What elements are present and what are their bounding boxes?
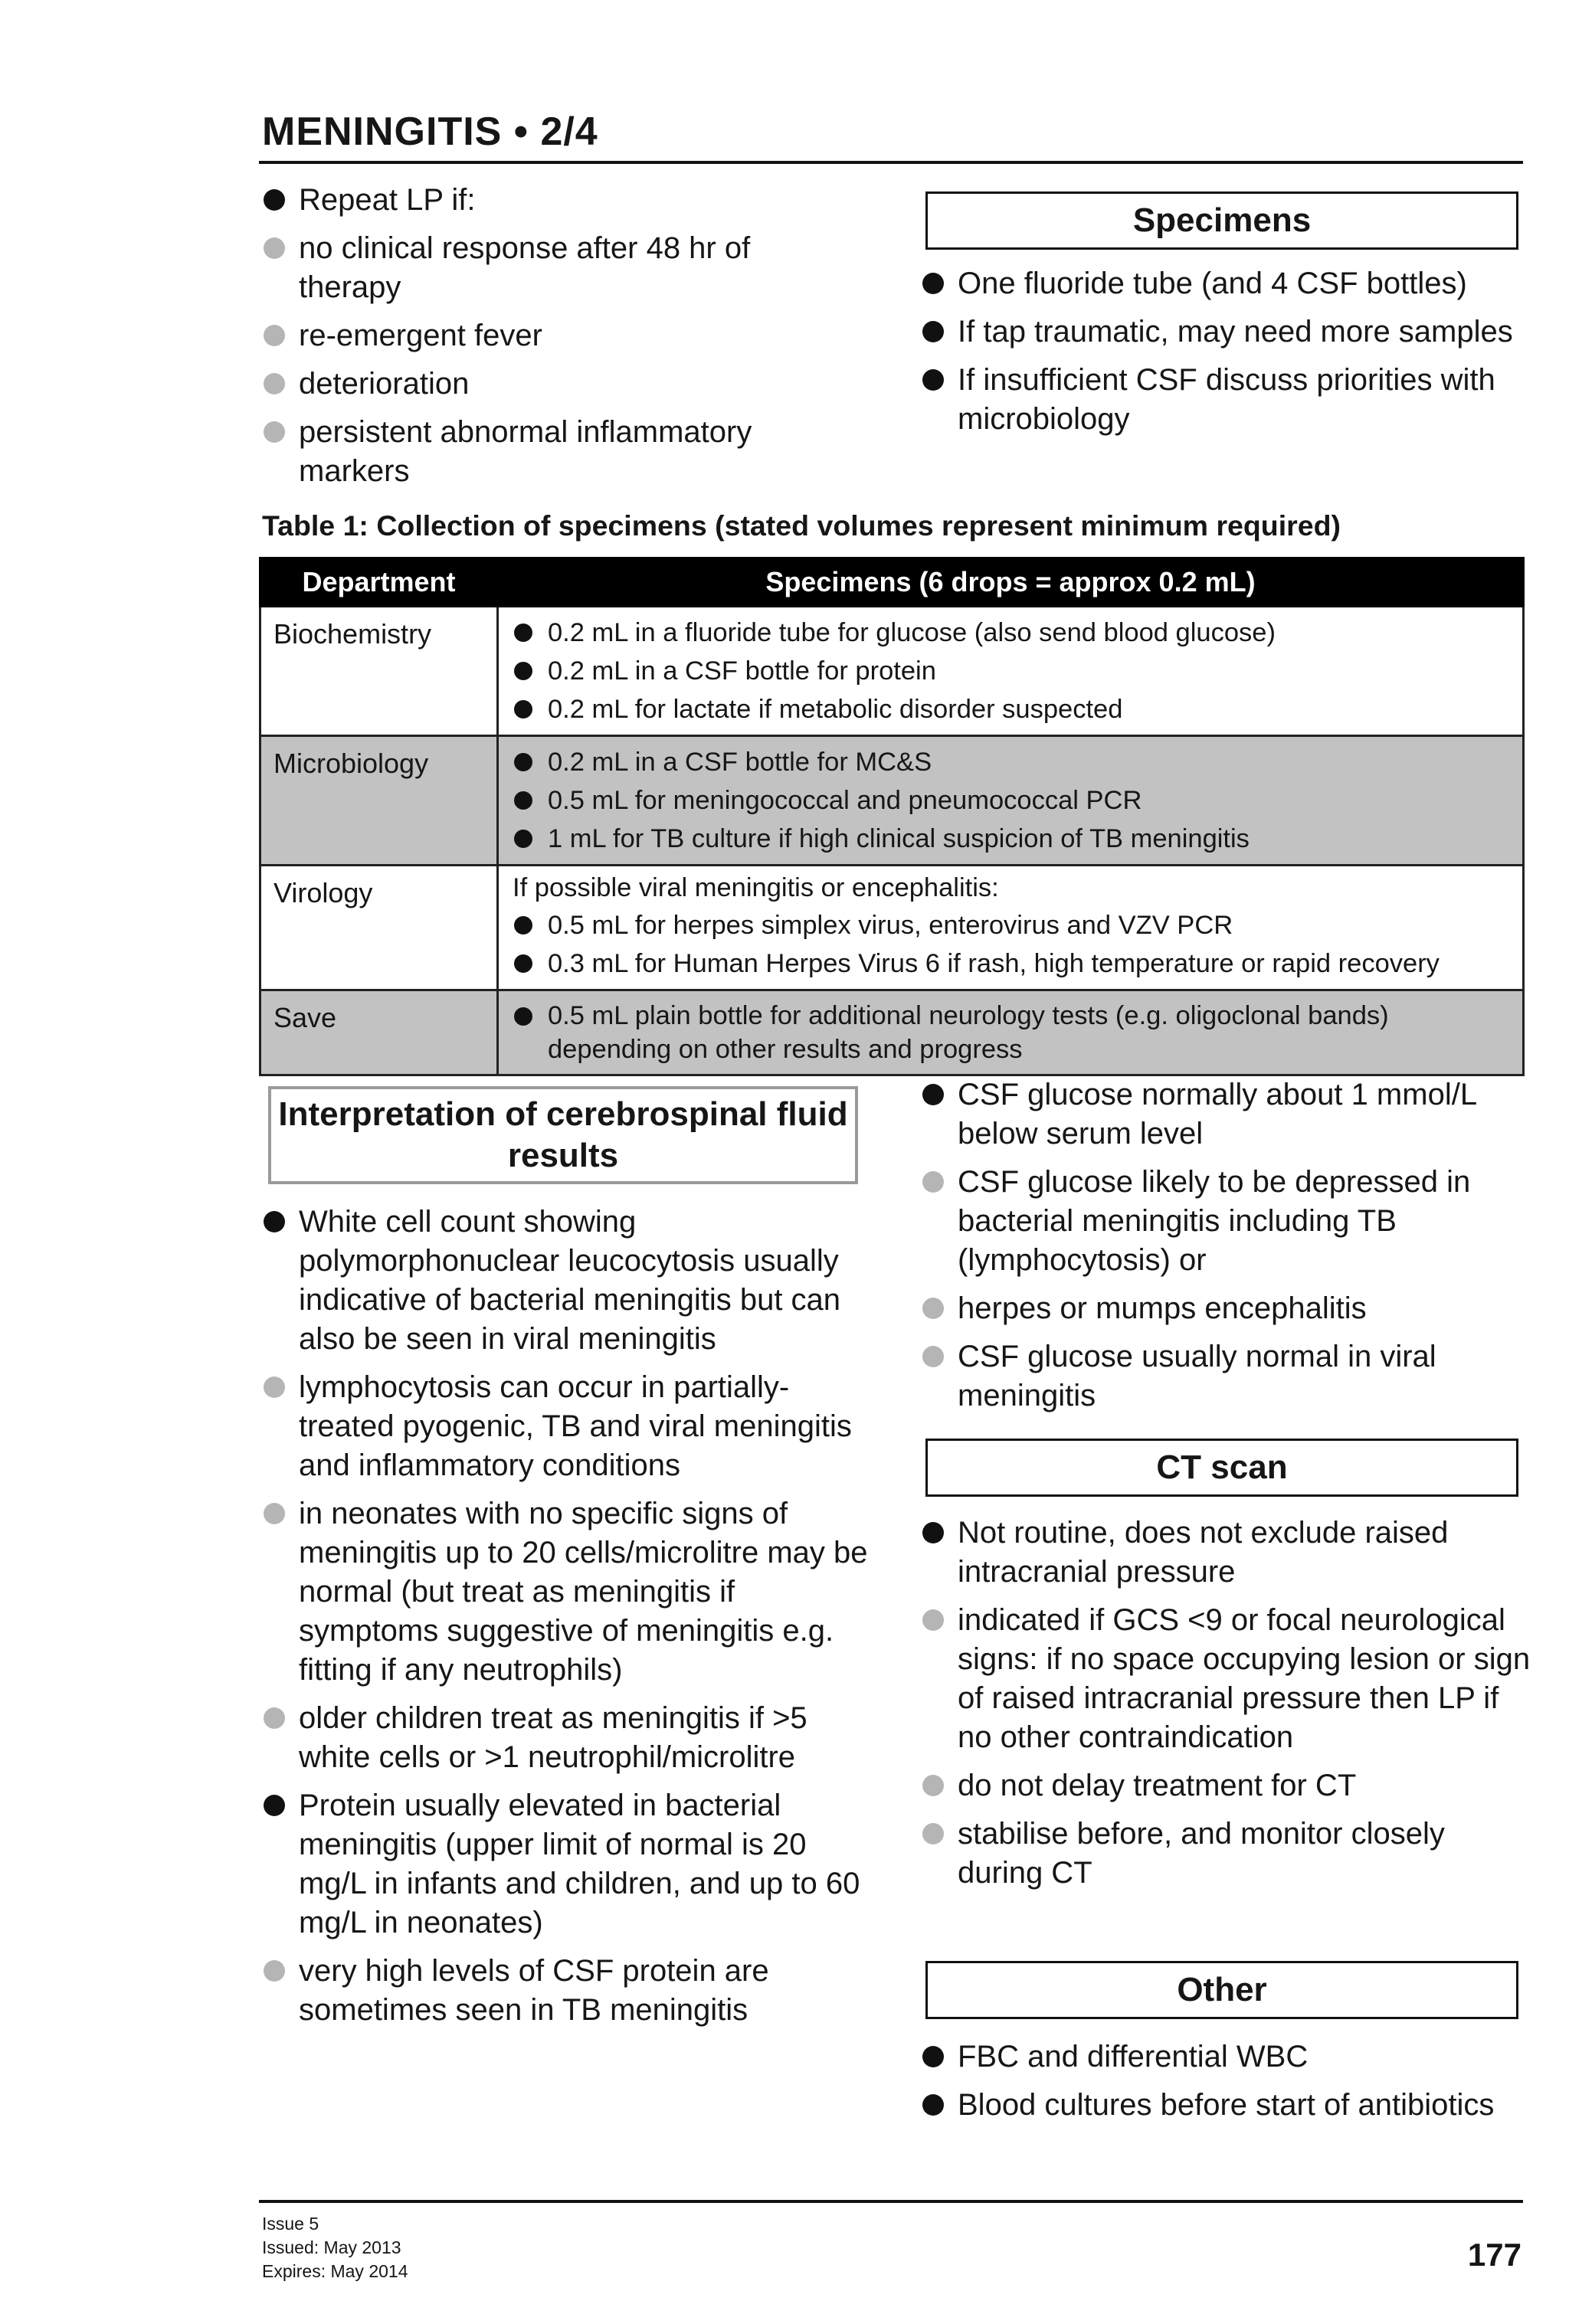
sub-bullet-icon bbox=[922, 1823, 944, 1844]
specimens-cell bbox=[498, 607, 1524, 736]
list-item-text: CSF glucose usually normal in viral meningitis bbox=[958, 1340, 1436, 1412]
specimen-list bbox=[513, 615, 1513, 727]
specimen-item bbox=[513, 615, 1513, 650]
list-item bbox=[921, 1075, 1534, 1154]
sub-bullet-icon bbox=[264, 421, 285, 443]
list-item bbox=[921, 264, 1534, 303]
sub-bullet-icon bbox=[264, 373, 285, 394]
department-cell: Virology bbox=[260, 866, 498, 990]
table-header-specimens: Specimens (6 drops = approx 0.2 mL) bbox=[498, 558, 1524, 607]
footer-meta bbox=[262, 2212, 408, 2283]
interpretation-section bbox=[262, 1203, 875, 2039]
list-item bbox=[921, 361, 1534, 439]
bullet-icon bbox=[922, 273, 944, 294]
specimen-item-text: 0.2 mL for lactate if metabolic disorder suspected bbox=[548, 695, 1123, 724]
list-item-text: very high levels of CSF protein are sometimes seen in TB meningitis bbox=[299, 1954, 769, 2027]
list-item-text: no clinical response after 48 hr of therapy bbox=[299, 231, 751, 304]
list-item bbox=[921, 2086, 1534, 2125]
specimen-table bbox=[259, 557, 1525, 1076]
specimen-item-text: 0.2 mL in a CSF bottle for protein bbox=[548, 656, 936, 686]
list-item bbox=[921, 1289, 1534, 1328]
specimens-heading: Specimens bbox=[925, 191, 1518, 250]
footer-issue: Issue 5 bbox=[262, 2214, 319, 2234]
list-item bbox=[262, 365, 844, 404]
specimen-item-text: 0.5 mL plain bottle for additional neurology tests (e.g. oligoclonal bands) depending on other results and progress bbox=[548, 1001, 1389, 1064]
list-item bbox=[262, 1368, 875, 1485]
specimen-item bbox=[513, 745, 1513, 780]
repeat-lp-section bbox=[262, 181, 844, 500]
table-header-department: Department bbox=[260, 558, 498, 607]
list-item-text: indicated if GCS <9 or focal neurological signs: if no space occupying lesion or sign of raised intracranial pressure then LP if no other contraindication bbox=[958, 1603, 1531, 1754]
footer-expires: Expires: May 2014 bbox=[262, 2261, 408, 2281]
bullet-icon bbox=[264, 189, 285, 211]
bullet-icon bbox=[922, 1522, 944, 1543]
ct-scan-list bbox=[921, 1514, 1534, 1893]
list-item bbox=[921, 1815, 1534, 1893]
list-item-text: If tap traumatic, may need more samples bbox=[958, 315, 1513, 349]
specimen-item-text: 0.5 mL for meningococcal and pneumococcal PCR bbox=[548, 786, 1142, 815]
list-item bbox=[921, 1514, 1534, 1592]
page-title: MENINGITIS • 2/4 bbox=[262, 110, 598, 154]
list-item-text: FBC and differential WBC bbox=[958, 2040, 1309, 2074]
list-item-text: stabilise before, and monitor closely during CT bbox=[958, 1817, 1445, 1890]
specimen-item-text: 1 mL for TB culture if high clinical suspicion of TB meningitis bbox=[548, 824, 1250, 853]
specimen-item bbox=[513, 783, 1513, 818]
bullet-icon bbox=[264, 1211, 285, 1232]
interpretation-list bbox=[262, 1203, 875, 2030]
list-item-text: deterioration bbox=[299, 367, 470, 401]
glucose-list bbox=[921, 1075, 1534, 1416]
specimen-item bbox=[513, 908, 1513, 943]
other-list bbox=[921, 2038, 1534, 2125]
list-item bbox=[921, 313, 1534, 352]
specimen-list bbox=[513, 908, 1513, 981]
list-item-text: in neonates with no specific signs of meningitis up to 20 cells/microlitre may be normal (but treat as meningitis if symptoms suggestive of meningitis e.g. fitting if any neutrophils) bbox=[299, 1497, 868, 1687]
list-item bbox=[262, 1699, 875, 1777]
interpretation-heading: Interpretation of cerebrospinal fluid results bbox=[268, 1086, 858, 1184]
table-header-row bbox=[260, 558, 1524, 607]
sub-bullet-icon bbox=[264, 1960, 285, 1982]
other-heading: Other bbox=[925, 1961, 1518, 2019]
list-item bbox=[262, 316, 844, 355]
specimens-list bbox=[921, 264, 1534, 439]
bullet-icon bbox=[922, 1084, 944, 1105]
specimens-cell bbox=[498, 736, 1524, 866]
list-item-text: lymphocytosis can occur in partially-treated pyogenic, TB and viral meningitis and inflammatory conditions bbox=[299, 1370, 852, 1482]
specimen-item bbox=[513, 653, 1513, 689]
specimen-item bbox=[513, 999, 1513, 1066]
specimens-cell bbox=[498, 990, 1524, 1075]
list-item bbox=[921, 1163, 1534, 1280]
list-item bbox=[921, 2038, 1534, 2077]
bullet-icon bbox=[514, 830, 532, 848]
specimen-item-text: 0.2 mL in a fluoride tube for glucose (also send blood glucose) bbox=[548, 618, 1276, 647]
list-item bbox=[921, 1337, 1534, 1416]
list-item bbox=[921, 1766, 1534, 1805]
bullet-icon bbox=[514, 662, 532, 680]
sub-bullet-icon bbox=[922, 1346, 944, 1367]
footer-issued: Issued: May 2013 bbox=[262, 2237, 401, 2257]
specimen-item bbox=[513, 946, 1513, 981]
specimen-list bbox=[513, 999, 1513, 1066]
list-item bbox=[262, 413, 844, 491]
list-item-text: re-emergent fever bbox=[299, 319, 542, 352]
sub-bullet-icon bbox=[922, 1609, 944, 1631]
specimen-item bbox=[513, 692, 1513, 727]
list-item-text: Protein usually elevated in bacterial meningitis (upper limit of normal is 20 mg/L in infants and children, and up to 60 mg/L in neonates) bbox=[299, 1789, 860, 1939]
bullet-icon bbox=[514, 791, 532, 810]
list-item-text: If insufficient CSF discuss priorities with microbiology bbox=[958, 363, 1495, 436]
department-cell: Biochemistry bbox=[260, 607, 498, 736]
cell-note: If possible viral meningitis or encephalitis: bbox=[513, 873, 999, 902]
specimen-item-text: 0.3 mL for Human Herpes Virus 6 if rash, high temperature or rapid recovery bbox=[548, 949, 1440, 978]
bullet-icon bbox=[514, 916, 532, 935]
specimens-cell bbox=[498, 866, 1524, 990]
sub-bullet-icon bbox=[264, 325, 285, 346]
bullet-icon bbox=[514, 954, 532, 973]
bullet-icon bbox=[922, 2046, 944, 2067]
sub-bullet-icon bbox=[922, 1775, 944, 1796]
list-item-text: One fluoride tube (and 4 CSF bottles) bbox=[958, 267, 1467, 300]
header-rule bbox=[259, 161, 1523, 164]
specimen-item bbox=[513, 821, 1513, 856]
glucose-section bbox=[921, 1075, 1534, 1425]
bullet-icon bbox=[514, 753, 532, 771]
specimen-item-text: 0.2 mL in a CSF bottle for MC&S bbox=[548, 748, 932, 777]
table-row bbox=[260, 866, 1524, 990]
specimen-item-text: 0.5 mL for herpes simplex virus, enterovirus and VZV PCR bbox=[548, 911, 1233, 940]
department-cell: Save bbox=[260, 990, 498, 1075]
bullet-icon bbox=[514, 700, 532, 718]
list-item bbox=[262, 1952, 875, 2030]
list-item bbox=[921, 1601, 1534, 1757]
list-item-text: Not routine, does not exclude raised intracranial pressure bbox=[958, 1516, 1449, 1589]
list-item-text: do not delay treatment for CT bbox=[958, 1769, 1357, 1802]
list-item-text: CSF glucose likely to be depressed in bacterial meningitis including TB (lymphocytosis) or bbox=[958, 1165, 1471, 1277]
list-item bbox=[262, 1203, 875, 1359]
bullet-icon bbox=[514, 1007, 532, 1026]
other-section bbox=[921, 2038, 1534, 2134]
table-row bbox=[260, 990, 1524, 1075]
footer-rule bbox=[259, 2200, 1523, 2203]
list-item-text: Blood cultures before start of antibiotics bbox=[958, 2088, 1495, 2122]
sub-bullet-icon bbox=[264, 237, 285, 259]
sub-bullet-icon bbox=[264, 1503, 285, 1524]
repeat-lp-list bbox=[262, 181, 844, 491]
table-caption: Table 1: Collection of specimens (stated volumes represent minimum required) bbox=[262, 509, 1341, 542]
bullet-icon bbox=[922, 321, 944, 342]
bullet-icon bbox=[264, 1795, 285, 1816]
list-item-text: CSF glucose normally about 1 mmol/L below serum level bbox=[958, 1078, 1476, 1151]
list-item bbox=[262, 1786, 875, 1943]
list-item-text: herpes or mumps encephalitis bbox=[958, 1291, 1367, 1325]
sub-bullet-icon bbox=[922, 1298, 944, 1319]
bullet-icon bbox=[514, 624, 532, 642]
list-item bbox=[262, 181, 844, 220]
specimen-list bbox=[513, 745, 1513, 856]
specimens-section bbox=[921, 264, 1534, 448]
bullet-icon bbox=[922, 2094, 944, 2116]
list-item bbox=[262, 229, 844, 307]
list-item-text: White cell count showing polymorphonuclear leucocytosis usually indicative of bacterial meningitis but can also be seen in viral meningitis bbox=[299, 1205, 841, 1356]
ct-scan-heading: CT scan bbox=[925, 1439, 1518, 1497]
sub-bullet-icon bbox=[264, 1707, 285, 1729]
table-row bbox=[260, 736, 1524, 866]
bullet-icon bbox=[922, 369, 944, 391]
table-body bbox=[260, 607, 1524, 1075]
list-item-text: Repeat LP if: bbox=[299, 183, 476, 217]
sub-bullet-icon bbox=[922, 1171, 944, 1193]
page-number: 177 bbox=[1467, 2237, 1522, 2273]
table-row bbox=[260, 607, 1524, 736]
list-item-text: persistent abnormal inflammatory markers bbox=[299, 415, 752, 488]
list-item bbox=[262, 1494, 875, 1690]
list-item-text: older children treat as meningitis if >5 white cells or >1 neutrophil/microlitre bbox=[299, 1701, 807, 1774]
ct-scan-section bbox=[921, 1514, 1534, 1902]
sub-bullet-icon bbox=[264, 1376, 285, 1398]
department-cell: Microbiology bbox=[260, 736, 498, 866]
